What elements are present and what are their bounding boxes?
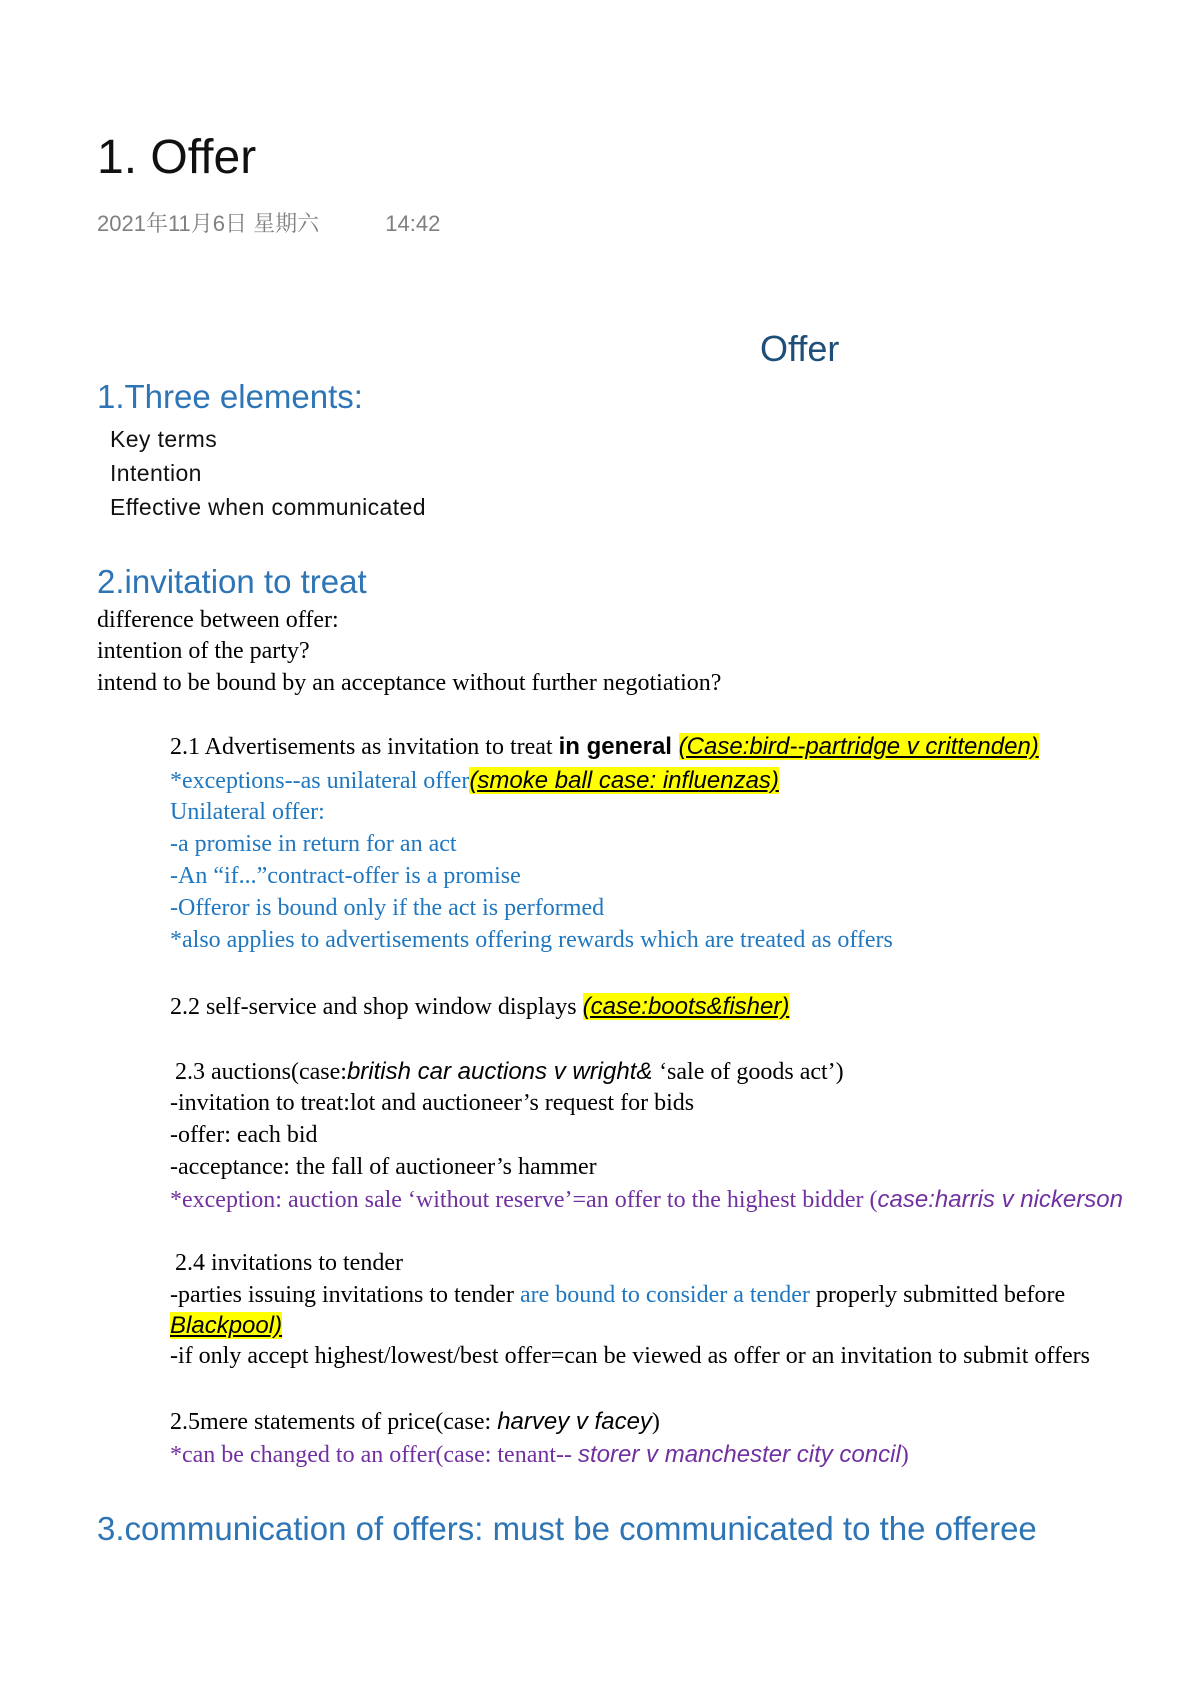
- s21-line: -An “if...”contract-offer is a promise: [170, 863, 521, 889]
- s21-line: Unilateral offer:: [170, 799, 325, 825]
- s25-changed-prefix: *can be changed to an offer(case: tenant--: [170, 1442, 579, 1468]
- section2-intro-line: intend to be bound by an acceptance without further negotiation?: [97, 670, 722, 696]
- section2-intro-line: difference between offer:: [97, 607, 339, 633]
- s25-case: harvey v facey: [497, 1408, 652, 1435]
- s24-line1-suffix: properly submitted before: [815, 1282, 1066, 1308]
- s23-line: -invitation to treat:lot and auctioneer’s request for bids: [170, 1090, 695, 1116]
- page-time: 14:42: [385, 211, 441, 236]
- section2-intro-line: intention of the party?: [97, 638, 310, 664]
- s22-text: 2.2 self-service and shop window displays: [170, 994, 583, 1020]
- s24-line3: -if only accept highest/lowest/best offer=can be viewed as offer or an invitation to submit offers: [170, 1343, 1090, 1369]
- s21-exception-case: (smoke ball case: influenzas): [469, 767, 779, 794]
- s22-line: [170, 993, 789, 1021]
- section2-heading: 2.invitation to treat: [97, 563, 367, 600]
- s24-line1: [170, 1282, 1065, 1309]
- section1-item-key-terms: Key terms: [110, 426, 218, 452]
- s23-line: -acceptance: the fall of auctioneer’s hammer: [170, 1154, 597, 1180]
- s25-prefix: 2.5mere statements of price(case:: [170, 1409, 498, 1435]
- s24-line2-case: Blackpool): [170, 1312, 283, 1339]
- s22-case: (case:boots&fisher): [582, 993, 790, 1020]
- s24-line1-prefix: -parties issuing invitations to tender: [170, 1282, 520, 1308]
- s23-exception-prefix: *exception: auction sale ‘without reserve’=an offer to the highest bidder (: [170, 1187, 878, 1213]
- s25-heading: [170, 1408, 660, 1436]
- section1-heading: 1.Three elements:: [97, 378, 363, 415]
- s21-prefix: 2.1 Advertisements as invitation to treat: [170, 734, 559, 760]
- section1-item-intention: Intention: [110, 460, 202, 486]
- s23-exception: [170, 1186, 1123, 1214]
- s23-heading: [175, 1058, 844, 1086]
- s24-heading: 2.4 invitations to tender: [175, 1250, 403, 1276]
- s23-suffix: ‘sale of goods act’): [659, 1059, 844, 1085]
- s23-case: british car auctions v wright&: [346, 1058, 660, 1085]
- section3-heading: 3.communication of offers: must be communicated to the offeree: [97, 1510, 1037, 1547]
- s24-line2: [170, 1312, 282, 1340]
- s25-changed: [170, 1441, 909, 1469]
- s23-prefix: 2.3 auctions(case:: [175, 1059, 347, 1085]
- s21-line: *also applies to advertisements offering rewards which are treated as offers: [170, 927, 893, 953]
- s21-heading: [170, 733, 1039, 761]
- s23-line: -offer: each bid: [170, 1122, 318, 1148]
- s25-changed-suffix: ): [900, 1442, 909, 1468]
- s21-case-highlight: (Case:bird--partridge v crittenden): [678, 733, 1039, 760]
- s21-exception-prefix: *exceptions--as unilateral offer: [170, 768, 470, 794]
- s25-suffix: ): [651, 1409, 660, 1435]
- s21-line: -Offeror is bound only if the act is performed: [170, 895, 605, 921]
- section1-item-effective: Effective when communicated: [110, 494, 426, 520]
- doc-heading: Offer: [760, 328, 840, 369]
- s23-exception-case: case:harris v nickerson: [877, 1186, 1123, 1213]
- page-title: 1. Offer: [97, 131, 257, 184]
- s21-exception: [170, 767, 779, 795]
- s21-bold: in general: [558, 733, 679, 760]
- s25-changed-case: storer v manchester city concil: [578, 1441, 901, 1468]
- page-date: 2021年11月6日 星期六: [97, 211, 320, 236]
- s21-line: -a promise in return for an act: [170, 831, 457, 857]
- s24-line1-blue: are bound to consider a tender: [519, 1282, 816, 1308]
- page-date-line: [97, 207, 440, 238]
